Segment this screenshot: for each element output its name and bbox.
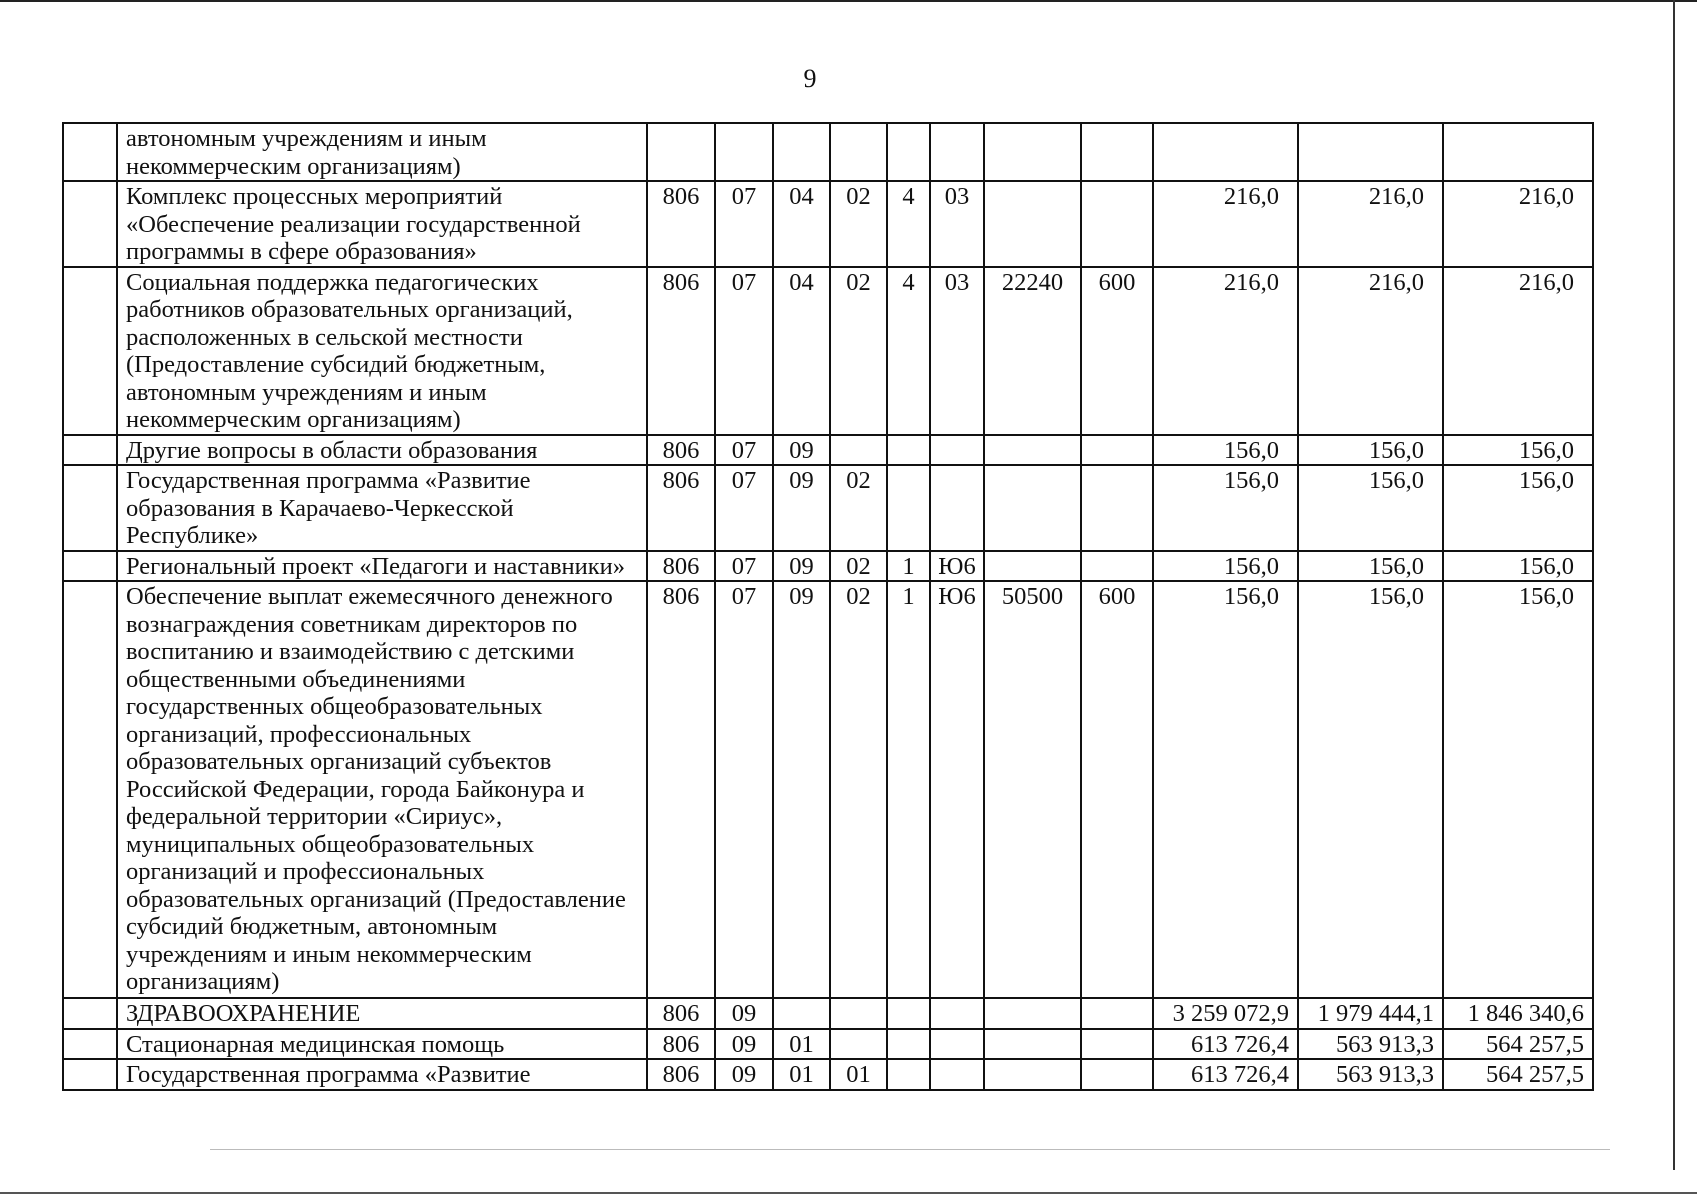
cell-y3: 156,0 <box>1443 435 1593 466</box>
row-number-cell <box>63 267 117 435</box>
row-number-cell <box>63 1059 117 1090</box>
cell-y2: 216,0 <box>1298 181 1443 267</box>
cell-rz: 07 <box>715 551 773 582</box>
cell-dir <box>984 998 1081 1029</box>
cell-pp <box>887 123 930 181</box>
cell-rz: 07 <box>715 267 773 435</box>
cell-pr: 04 <box>773 181 830 267</box>
cell-pp <box>887 1029 930 1060</box>
cell-y1: 156,0 <box>1153 435 1298 466</box>
cell-y1: 613 726,4 <box>1153 1029 1298 1060</box>
cell-dir <box>984 123 1081 181</box>
budget-table <box>62 122 1594 1091</box>
cell-adm: 806 <box>647 551 715 582</box>
cell-y2: 156,0 <box>1298 435 1443 466</box>
cell-osm: 03 <box>930 267 984 435</box>
cell-dir: 22240 <box>984 267 1081 435</box>
cell-y1: 156,0 <box>1153 581 1298 998</box>
row-number-cell <box>63 123 117 181</box>
cell-name: Обеспечение выплат ежемесячного денежного вознаграждения советникам директоров по воспитанию и взаимодействию с детскими общественными объединениями государственных общеобразовательных организаций, профессиональных образовательных организаций субъектов Российской Федерации, города Байконура и федеральной территории «Сириус», муниципальных общеобразовательных организаций и профессиональных образовательных организаций (Предоставление субсидий бюджетным, автономным учреждениям и иным некоммерческим организациям) <box>117 581 647 998</box>
cell-gp: 02 <box>830 551 887 582</box>
scan-right-edge <box>1673 0 1675 1170</box>
cell-pp: 1 <box>887 551 930 582</box>
cell-rz: 07 <box>715 435 773 466</box>
cell-vr <box>1081 1029 1153 1060</box>
cell-name: Комплекс процессных мероприятий «Обеспечение реализации государственной программы в сфере образования» <box>117 181 647 267</box>
cell-y3: 156,0 <box>1443 465 1593 551</box>
scan-bottom-edge <box>0 1192 1697 1194</box>
table-row <box>63 123 1593 181</box>
cell-y2: 156,0 <box>1298 551 1443 582</box>
cell-y3: 564 257,5 <box>1443 1029 1593 1060</box>
cell-osm: Ю6 <box>930 551 984 582</box>
cell-vr <box>1081 998 1153 1029</box>
cell-y2: 216,0 <box>1298 267 1443 435</box>
cell-osm <box>930 1029 984 1060</box>
cell-vr <box>1081 465 1153 551</box>
table-row <box>63 551 1593 582</box>
cell-pp <box>887 1059 930 1090</box>
cell-vr <box>1081 181 1153 267</box>
cell-osm: 03 <box>930 181 984 267</box>
cell-pp <box>887 435 930 466</box>
cell-name: Государственная программа «Развитие образования в Карачаево-Черкесской Республике» <box>117 465 647 551</box>
cell-vr <box>1081 551 1153 582</box>
cell-y3: 216,0 <box>1443 181 1593 267</box>
cell-name: Социальная поддержка педагогических работников образовательных организаций, расположенных в сельской местности (Предоставление субсидий бюджетным, автономным учреждениям и иным некоммерческим организациям) <box>117 267 647 435</box>
cell-rz: 09 <box>715 1059 773 1090</box>
cell-adm: 806 <box>647 435 715 466</box>
scan-faint-line <box>210 1149 1610 1150</box>
cell-pp <box>887 465 930 551</box>
cell-y1: 3 259 072,9 <box>1153 998 1298 1029</box>
cell-adm: 806 <box>647 581 715 998</box>
cell-y2: 563 913,3 <box>1298 1029 1443 1060</box>
cell-y1: 216,0 <box>1153 181 1298 267</box>
cell-pr: 01 <box>773 1059 830 1090</box>
cell-pr: 09 <box>773 435 830 466</box>
cell-vr <box>1081 1059 1153 1090</box>
cell-pp: 1 <box>887 581 930 998</box>
cell-pp: 4 <box>887 267 930 435</box>
cell-rz: 07 <box>715 465 773 551</box>
table-row <box>63 465 1593 551</box>
cell-pr: 09 <box>773 465 830 551</box>
row-number-cell <box>63 581 117 998</box>
cell-pp <box>887 998 930 1029</box>
cell-osm <box>930 435 984 466</box>
cell-pr <box>773 998 830 1029</box>
cell-name: ЗДРАВООХРАНЕНИЕ <box>117 998 647 1029</box>
cell-pr: 09 <box>773 581 830 998</box>
cell-rz: 09 <box>715 998 773 1029</box>
cell-pr <box>773 123 830 181</box>
cell-y2: 1 979 444,1 <box>1298 998 1443 1029</box>
cell-pp: 4 <box>887 181 930 267</box>
table-row <box>63 267 1593 435</box>
cell-gp: 02 <box>830 581 887 998</box>
cell-pr: 09 <box>773 551 830 582</box>
cell-adm <box>647 123 715 181</box>
cell-name: Региональный проект «Педагоги и наставники» <box>117 551 647 582</box>
cell-vr: 600 <box>1081 267 1153 435</box>
cell-adm: 806 <box>647 1029 715 1060</box>
page-number: 9 <box>803 64 817 93</box>
row-number-cell <box>63 1029 117 1060</box>
cell-y1: 216,0 <box>1153 267 1298 435</box>
cell-y2: 156,0 <box>1298 465 1443 551</box>
table-row <box>63 581 1593 998</box>
table-row <box>63 1029 1593 1060</box>
cell-y2: 563 913,3 <box>1298 1059 1443 1090</box>
cell-gp <box>830 998 887 1029</box>
cell-rz: 09 <box>715 1029 773 1060</box>
cell-name: Государственная программа «Развитие <box>117 1059 647 1090</box>
row-number-cell <box>63 181 117 267</box>
row-number-cell <box>63 998 117 1029</box>
cell-y1: 613 726,4 <box>1153 1059 1298 1090</box>
cell-adm: 806 <box>647 1059 715 1090</box>
cell-rz <box>715 123 773 181</box>
cell-dir <box>984 465 1081 551</box>
cell-osm <box>930 465 984 551</box>
cell-rz: 07 <box>715 581 773 998</box>
table-row <box>63 998 1593 1029</box>
cell-osm <box>930 1059 984 1090</box>
cell-vr <box>1081 435 1153 466</box>
cell-y2: 156,0 <box>1298 581 1443 998</box>
cell-name: автономным учреждениям и иным некоммерческим организациям) <box>117 123 647 181</box>
cell-y1 <box>1153 123 1298 181</box>
cell-y1: 156,0 <box>1153 551 1298 582</box>
scan-top-edge <box>0 0 1697 2</box>
cell-osm <box>930 123 984 181</box>
cell-y2 <box>1298 123 1443 181</box>
cell-osm <box>930 998 984 1029</box>
cell-dir <box>984 1059 1081 1090</box>
cell-y1: 156,0 <box>1153 465 1298 551</box>
cell-pr: 01 <box>773 1029 830 1060</box>
cell-dir: 50500 <box>984 581 1081 998</box>
cell-y3 <box>1443 123 1593 181</box>
cell-gp <box>830 435 887 466</box>
cell-y3: 156,0 <box>1443 581 1593 998</box>
cell-adm: 806 <box>647 181 715 267</box>
cell-dir <box>984 551 1081 582</box>
cell-rz: 07 <box>715 181 773 267</box>
cell-y3: 156,0 <box>1443 551 1593 582</box>
table-row <box>63 1059 1593 1090</box>
cell-gp: 01 <box>830 1059 887 1090</box>
cell-dir <box>984 1029 1081 1060</box>
table-row <box>63 181 1593 267</box>
table-row <box>63 435 1593 466</box>
cell-y3: 564 257,5 <box>1443 1059 1593 1090</box>
cell-dir <box>984 181 1081 267</box>
row-number-cell <box>63 551 117 582</box>
row-number-cell <box>63 465 117 551</box>
cell-name: Другие вопросы в области образования <box>117 435 647 466</box>
cell-osm: Ю6 <box>930 581 984 998</box>
cell-adm: 806 <box>647 267 715 435</box>
row-number-cell <box>63 435 117 466</box>
cell-name: Стационарная медицинская помощь <box>117 1029 647 1060</box>
cell-gp <box>830 1029 887 1060</box>
cell-vr <box>1081 123 1153 181</box>
cell-gp: 02 <box>830 181 887 267</box>
cell-dir <box>984 435 1081 466</box>
cell-gp: 02 <box>830 465 887 551</box>
cell-pr: 04 <box>773 267 830 435</box>
cell-y3: 216,0 <box>1443 267 1593 435</box>
cell-gp <box>830 123 887 181</box>
cell-adm: 806 <box>647 465 715 551</box>
cell-adm: 806 <box>647 998 715 1029</box>
cell-gp: 02 <box>830 267 887 435</box>
cell-vr: 600 <box>1081 581 1153 998</box>
cell-y3: 1 846 340,6 <box>1443 998 1593 1029</box>
